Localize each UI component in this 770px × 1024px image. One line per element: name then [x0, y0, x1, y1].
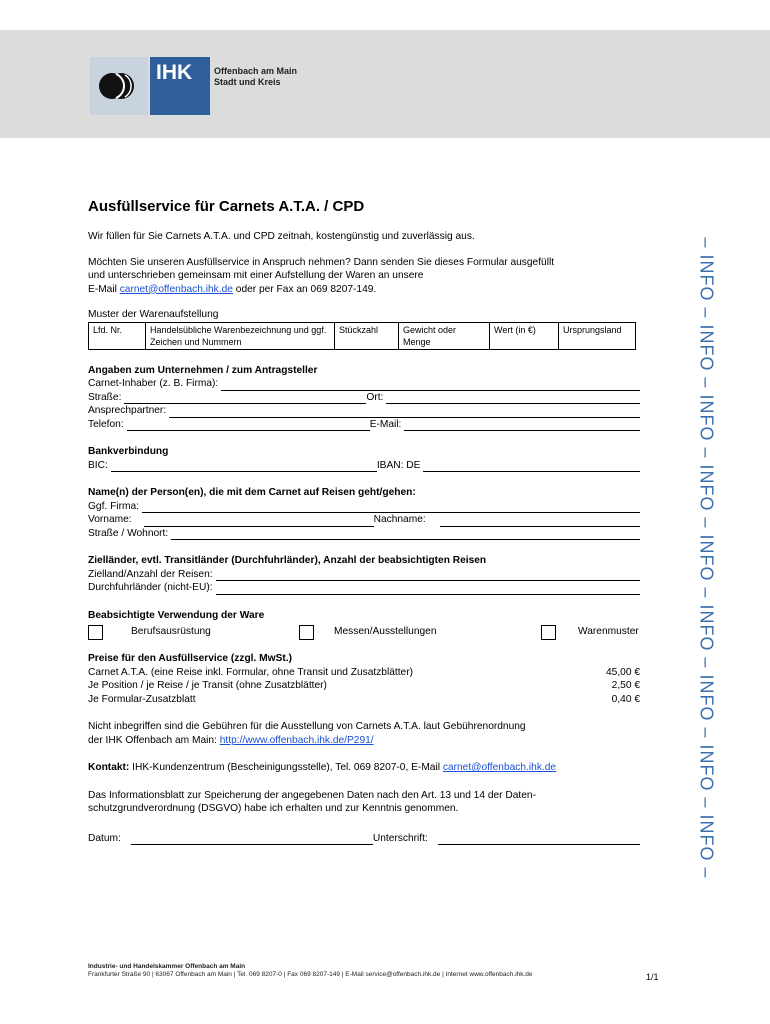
usage-section-title: Beabsichtigte Verwendung der Ware: [88, 609, 265, 621]
muster-col-stueckzahl: Stückzahl: [335, 322, 399, 349]
privacy-line-2: schutzgrundverordnung (DSGVO) habe ich erhalten und zur Kenntnis genommen.: [88, 803, 459, 814]
side-info-text: – INFO – INFO – INFO – INFO – INFO – INFO – INFO – INFO – INFO –: [696, 236, 717, 879]
email-prefix: E-Mail: [88, 283, 120, 295]
form-content: [88, 198, 640, 845]
price-row: [88, 679, 640, 693]
person-company-field[interactable]: [142, 502, 640, 513]
lastname-label: Nachname:: [373, 514, 426, 525]
price-row: [88, 693, 640, 707]
street-field[interactable]: [124, 393, 366, 404]
contact-field[interactable]: [169, 407, 640, 418]
signature-field[interactable]: [438, 834, 640, 845]
carnet-email-link[interactable]: carnet@offenbach.ihk.de: [119, 283, 233, 295]
lastname-field[interactable]: [440, 516, 640, 527]
target-label: Zielland/Anzahl der Reisen:: [88, 568, 213, 580]
contact-label: Ansprechpartner:: [88, 405, 167, 416]
muster-caption: Muster der Warenaufstellung: [88, 309, 219, 320]
fees-line-2: [88, 734, 640, 748]
prices-section-title: Preise für den Ausfüllservice (zzgl. MwSt.): [88, 653, 292, 664]
contact-email-link[interactable]: carnet@offenbach.ihk.de: [442, 762, 557, 773]
date-field[interactable]: [131, 834, 373, 845]
ihk-emblem-icon: [90, 57, 148, 115]
request-line-3: [88, 283, 640, 297]
messen-label: Messen/Ausstellungen: [334, 626, 437, 638]
berufsausruestung-label: Berufsausrüstung: [131, 626, 211, 638]
firstname-field[interactable]: [144, 516, 374, 527]
page-title: Ausfüllservice für Carnets A.T.A. / CPD: [88, 198, 365, 215]
phone-email-row: [88, 418, 640, 432]
email-label: E-Mail:: [369, 418, 402, 430]
muster-col-nr: Lfd. Nr.: [89, 322, 146, 349]
person-company-row: [88, 500, 640, 514]
iban-label: IBAN: DE: [376, 459, 421, 471]
street-label: Straße:: [88, 391, 122, 403]
price-label: Je Position / je Reise / je Transit (ohne Zusatzblätter): [88, 680, 327, 691]
contact-line: [88, 761, 640, 775]
holder-row: [88, 377, 640, 391]
price-value: 2,50 €: [611, 680, 640, 691]
person-company-label: Ggf. Firma:: [88, 500, 139, 512]
transit-field[interactable]: [216, 584, 640, 595]
muster-col-gewicht: Gewicht oder Menge: [399, 322, 490, 349]
city-label: Ort:: [366, 391, 384, 403]
contact-text: IHK-Kundenzentrum (Bescheinigungsstelle), Tel. 069 8207-0, E-Mail: [129, 762, 443, 773]
transit-label: Durchfuhrländer (nicht-EU):: [88, 582, 213, 593]
address-label: Straße / Wohnort:: [88, 527, 169, 539]
target-row: [88, 568, 640, 582]
city-field[interactable]: [386, 393, 640, 404]
warenmuster-label: Warenmuster: [578, 626, 639, 638]
date-label: Datum:: [88, 832, 121, 844]
person-name-row: [88, 513, 640, 527]
person-address-row: [88, 527, 640, 541]
footer-line-1: Industrie- und Handelskammer Offenbach am Main: [88, 963, 246, 970]
muster-col-bezeichnung: Handelsübliche Warenbezeichnung und ggf. Zeichen und Nummern: [146, 322, 335, 349]
price-value: 45,00 €: [606, 666, 640, 678]
contact-label: Kontakt:: [88, 762, 130, 773]
intro-text: Wir füllen für Sie Carnets A.T.A. und CPD zeitnah, kostengünstig und zuverlässig aus.: [88, 231, 475, 242]
usage-options: [88, 622, 640, 642]
warenmuster-checkbox[interactable]: [541, 625, 556, 640]
bank-row: [88, 459, 640, 473]
destinations-section-title: Zielländer, evtl. Transitländer (Durchfuhrländer), Anzahl der beabsichtigten Reisen: [88, 555, 487, 566]
company-section-title: Angaben zum Unternehmen / zum Antragsteller: [88, 364, 318, 376]
iban-field[interactable]: [423, 461, 640, 472]
muster-col-ursprung: Ursprungsland: [559, 322, 636, 349]
footer: [88, 963, 533, 979]
ihk-logo: [90, 57, 310, 115]
price-value: 0,40 €: [611, 693, 640, 705]
ihk-location: [214, 66, 297, 88]
privacy-line-1: Das Informationsblatt zur Speicherung der angegebenen Daten nach den Art. 13 und 14 der Daten-: [88, 789, 536, 801]
request-line-2: und unterschrieben gemeinsam mit einer Aufstellung der Waren an unsere: [88, 270, 424, 281]
request-line-1: Möchten Sie unseren Ausfüllservice in Anspruch nehmen? Dann senden Sie dieses Formular ausgefüllt: [88, 256, 555, 268]
target-field[interactable]: [216, 570, 640, 581]
phone-field[interactable]: [127, 420, 370, 431]
transit-row: [88, 581, 640, 595]
signature-row: [88, 832, 640, 846]
persons-section-title: Name(n) der Person(en), die mit dem Carnet auf Reisen geht/gehen:: [88, 487, 416, 498]
messen-checkbox[interactable]: [299, 625, 314, 640]
holder-field[interactable]: [221, 380, 640, 391]
fees-prefix: der IHK Offenbach am Main:: [88, 734, 220, 746]
phone-label: Telefon:: [88, 418, 124, 430]
footer-line-2: Frankfurter Straße 90 | 63067 Offenbach am Main | Tel. 069 8207-0 | Fax 069 8207-149 | E-Mail service@offenbach.ihk.de | Internet www.offenbach.ihk.de: [88, 971, 533, 978]
price-label: Je Formular-Zusatzblatt: [88, 693, 196, 705]
fees-link[interactable]: http://www.offenbach.ihk.de/P291/: [219, 734, 374, 746]
price-label: Carnet A.T.A. (eine Reise inkl. Formular, ohne Transit und Zusatzblätter): [88, 666, 414, 678]
berufsausruestung-checkbox[interactable]: [88, 625, 103, 640]
ihk-brand: IHK: [150, 57, 210, 115]
logo-line-2: Stadt und Kreis: [214, 77, 281, 87]
email-suffix: oder per Fax an 069 8207-149.: [232, 283, 377, 295]
fees-line-1: Nicht inbegriffen sind die Gebühren für die Ausstellung von Carnets A.T.A. laut Gebührenordnung: [88, 721, 526, 732]
email-field[interactable]: [404, 420, 640, 431]
bank-section-title: Bankverbindung: [88, 446, 169, 457]
address-field[interactable]: [171, 529, 640, 540]
side-info-label: [695, 185, 717, 930]
logo-line-1: Offenbach am Main: [214, 66, 298, 76]
muster-table: [88, 322, 636, 350]
bic-label: BIC:: [88, 459, 108, 471]
price-row: [88, 666, 640, 680]
contact-row: [88, 404, 640, 418]
muster-col-wert: Wert (in €): [490, 322, 559, 349]
street-city-row: [88, 391, 640, 405]
bic-field[interactable]: [111, 461, 377, 472]
firstname-label: Vorname:: [88, 514, 132, 525]
holder-label: Carnet-Inhaber (z. B. Firma):: [88, 378, 219, 389]
page-number: 1/1: [646, 972, 659, 982]
signature-label: Unterschrift:: [372, 832, 428, 844]
